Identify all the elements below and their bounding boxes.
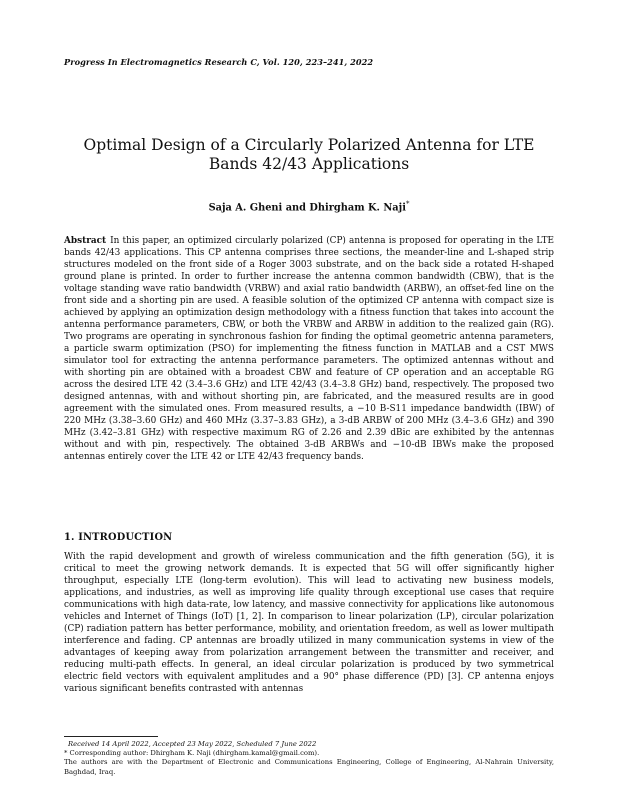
received-dates: Received 14 April 2022, Accepted 23 May 2022, Scheduled 7 June 2022 <box>68 740 317 748</box>
journal-citation: Progress In Electromagnetics Research C, Vol. 120, 223–241, 2022 <box>64 57 374 67</box>
footnotes <box>64 740 554 777</box>
author-names: Saja A. Gheni and Dhirgham K. Naji <box>208 202 406 214</box>
section-heading-introduction: 1. INTRODUCTION <box>64 532 173 543</box>
introduction-text: With the rapid development and growth of wireless communication and the fifth generation (5G), it is critical to meet the growing network demands. It is expected that 5G will offer significantly higher throughput, especially LTE (long-term evolution). This will lead to activating new business models, applications, and industries, as well as improving life quality through exceptional use cases that require communications with high data-rate, low latency, and massive connectivity for applications like autonomous vehicles and Internet of Things (IoT) [1, 2]. In comparison to linear polarization (LP), circular polarization (CP) radiation pattern has better performance, mobility, and orientation freedom, as well as lower multipath interference and fading. CP antennas are broadly utilized in many communication systems in view of the advantages of keeping away from polarization arrangement between the transmitter and receiver, and reducing multi-path effects. In general, an ideal circular polarization is produced by two symmetrical electric field vectors with equivalent amplitudes and a 90° phase difference (PD) [3]. CP antenna enjoys various significant benefits contrasted with antennas <box>64 552 554 694</box>
abstract-label: Abstract <box>64 236 107 246</box>
abstract-text: In this paper, an optimized circularly polarized (CP) antenna is proposed for operating in the LTE bands 42/43 applications. This CP antenna comprises three sections, the meander-line and L-shaped strip structures modeled on the front side of a Roger 3003 substrate, and on the back side a rotated H-shaped ground plane is printed. In order to further increase the antenna common bandwidth (CBW), that is the voltage standing wave ratio bandwidth (VRBW) and axial ratio bandwidth (ARBW), an offset-fed line on the front side and a shorting pin are used. A feasible solution of the optimized CP antenna with compact size is achieved by applying an optimization design methodology with a fitness function that takes into account the antenna performance parameters, CBW, or both the VRBW and ARBW in addition to the realized gain (RG). Two programs are operating in synchronous fashion for finding the optimal geometric antenna parameters, a particle swarm optimization (PSO) for implementing the fitness function in MATLAB and a CST MWS simulator tool for extracting the antenna performance parameters. The optimized antennas without and with shorting pin are obtained with a broadest CBW and feature of CP operation and an acceptable RG across the desired LTE 42 (3.4–3.6 GHz) and LTE 42/43 (3.4–3.8 GHz) band, respectively. The proposed two designed antennas, with and without shorting pin, are fabricated, and the measured results are in good agreement with the simulated ones. From measured results, a −10 B-S11 impedance bandwidth (IBW) of 220 MHz (3.38–3.60 GHz) and 460 MHz (3.37–3.83 GHz), a 3-dB ARBW of 200 MHz (3.4–3.6 GHz) and 390 MHz (3.42–3.81 GHz) with respective maximum RG of 2.26 and 2.39 dBic are exhibited by the antennas without and with pin, respectively. The obtained 3-dB ARBWs and −10-dB IBWs make the proposed antennas entirely cover the LTE 42 or LTE 42/43 frequency bands. <box>64 236 554 462</box>
footnote-divider <box>64 736 158 737</box>
abstract <box>64 235 554 463</box>
corresponding-author-mark: * <box>405 200 410 208</box>
author-affiliation: The authors are with the Department of Electronic and Communications Engineering, College of Engineering, Al-Nahrain University, Baghdad, Iraq. <box>64 758 554 776</box>
paper-authors <box>64 200 554 213</box>
paper-title: Optimal Design of a Circularly Polarized Antenna for LTE Bands 42/43 Applications <box>83 136 535 173</box>
corresponding-author-note: * Corresponding author: Dhirgham K. Naji (dhirgham.kamal@gmail.com). <box>64 749 320 758</box>
